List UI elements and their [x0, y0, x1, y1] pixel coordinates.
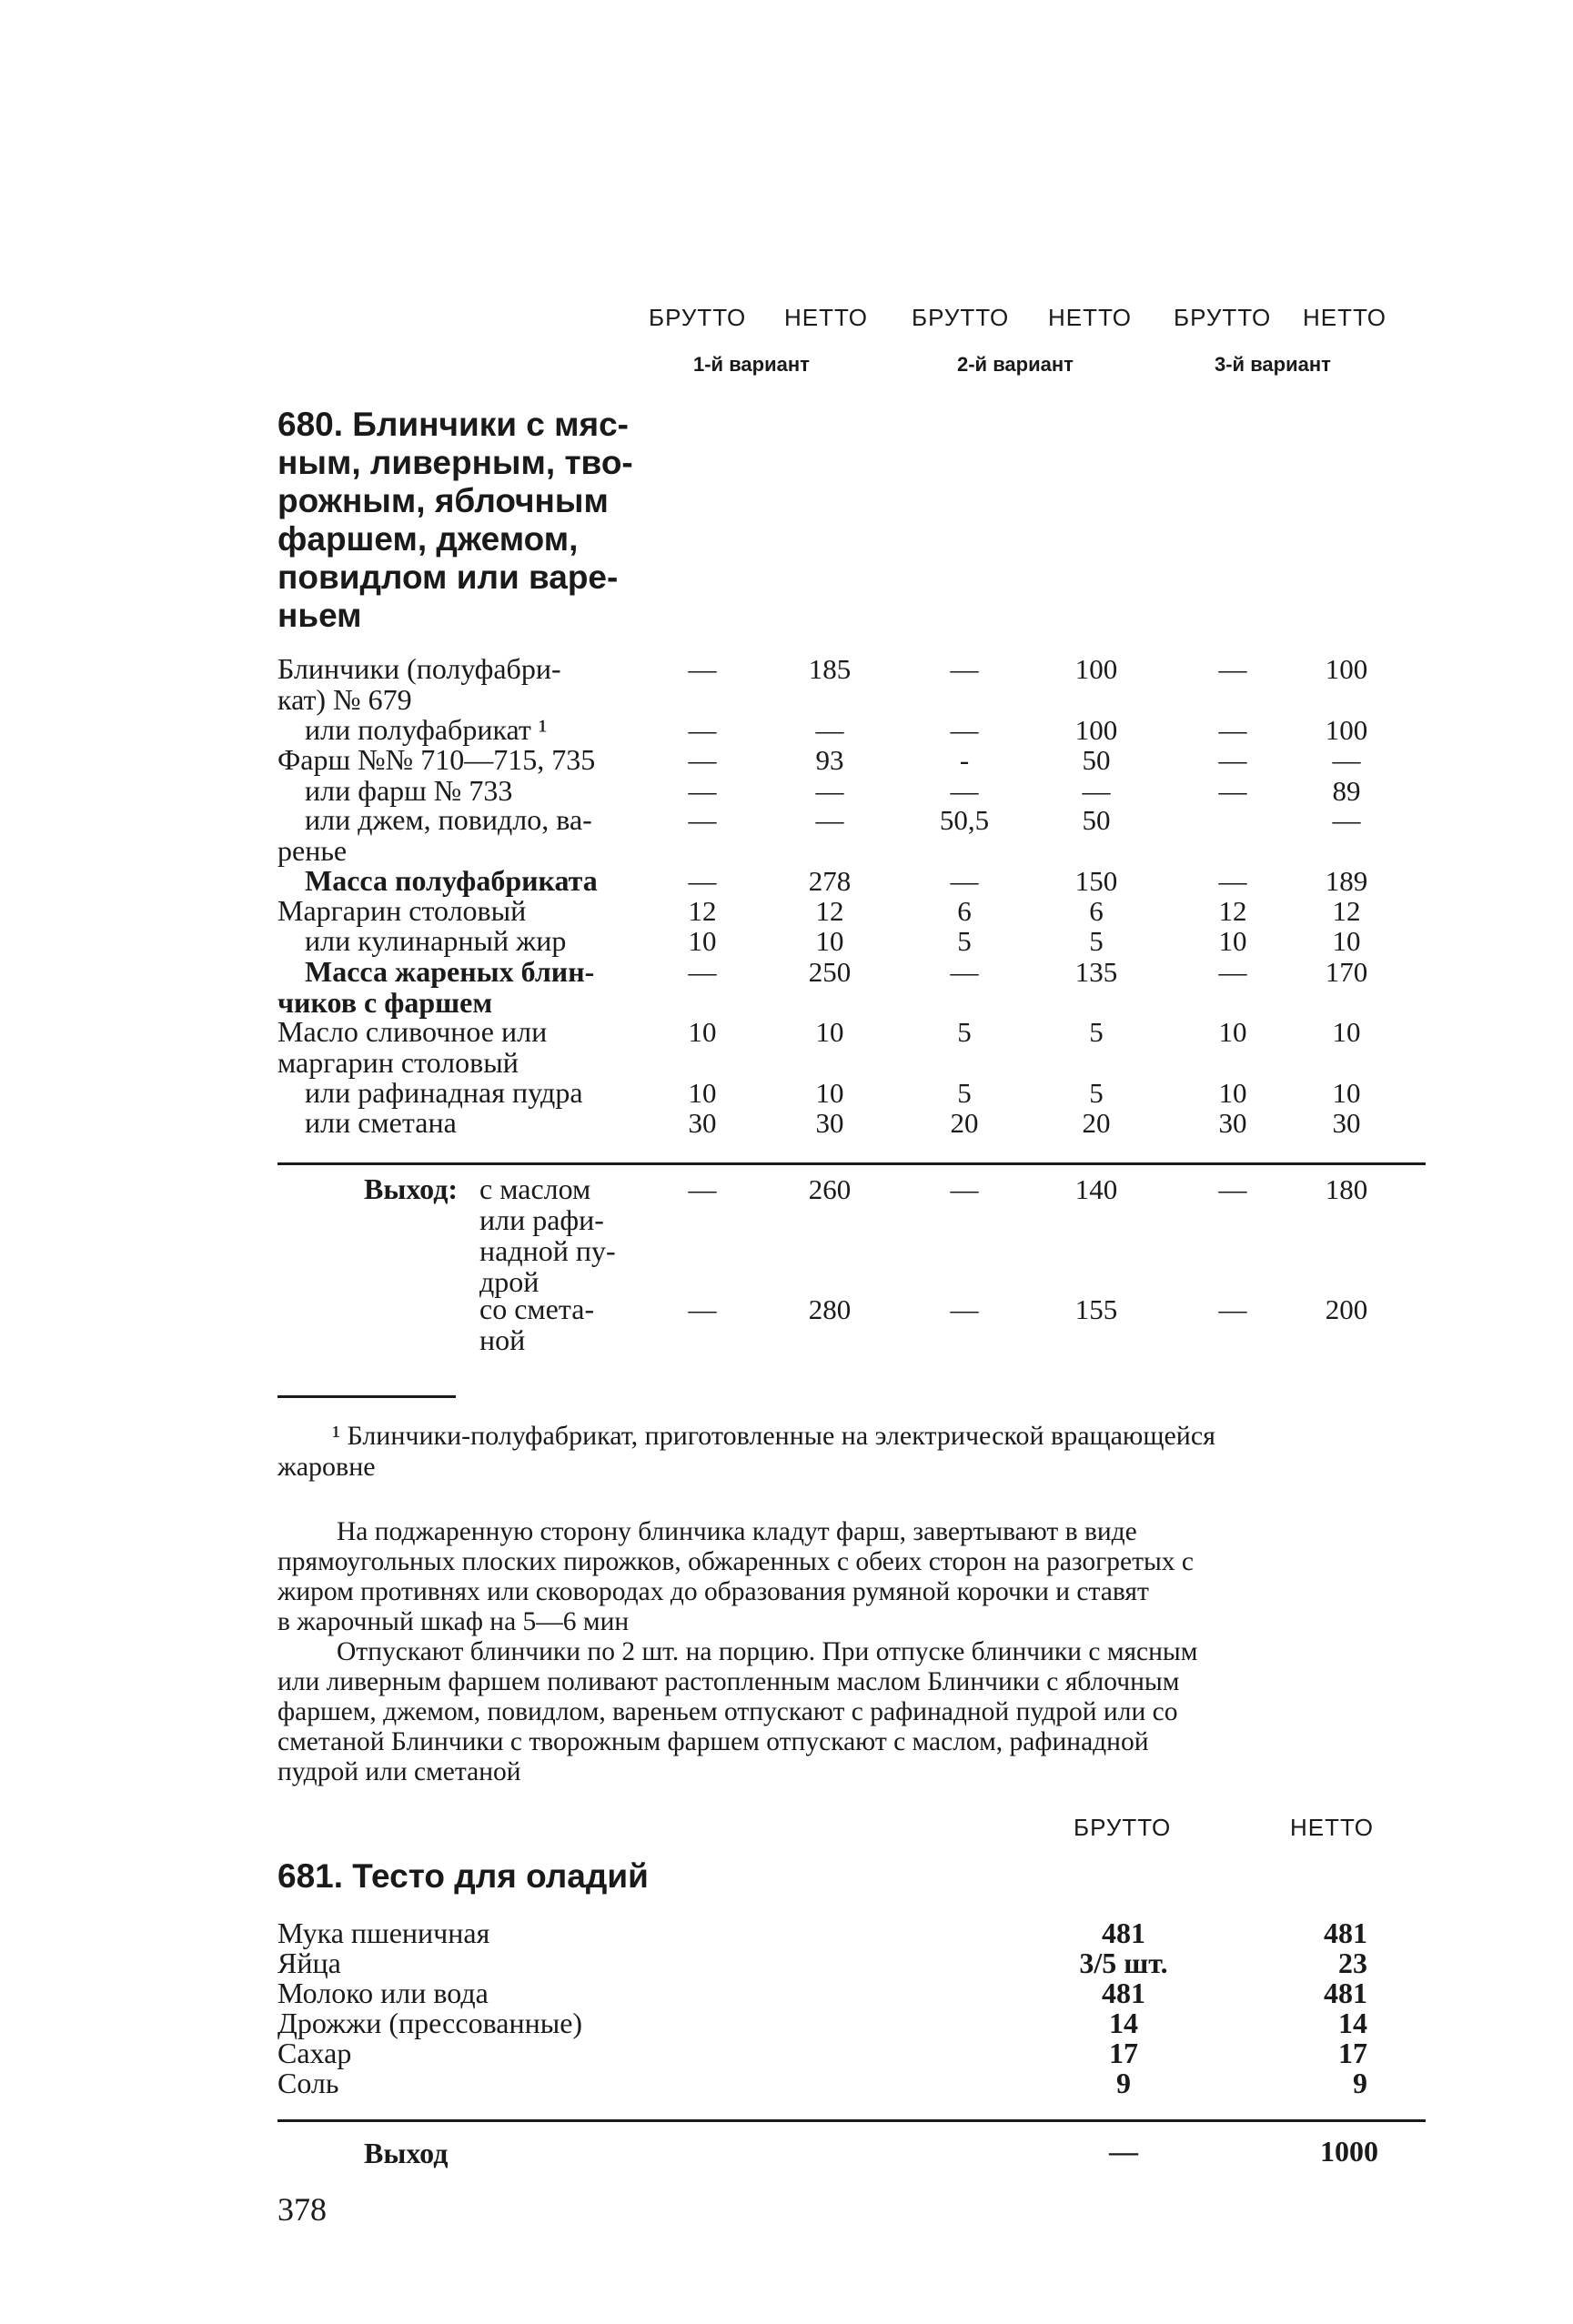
- table-cell: —: [688, 804, 717, 836]
- table-cell: 6: [1089, 895, 1104, 927]
- label-line: дрой: [479, 1265, 539, 1298]
- table-cell: 12: [688, 895, 717, 927]
- label-line: маргарин столовый: [277, 1046, 519, 1079]
- table-cell: 5: [957, 925, 972, 957]
- paragraph-line: пудрой или сметаной: [277, 1757, 521, 1786]
- table-cell: 10: [1332, 925, 1361, 957]
- table-cell: 250: [808, 956, 852, 988]
- ingredient-label: [305, 775, 632, 806]
- table-cell: —: [1218, 744, 1247, 776]
- output-netto-681: 1000: [1320, 2135, 1378, 2168]
- table-cell: 12: [1218, 895, 1247, 927]
- table-cell: 100: [1325, 714, 1368, 746]
- ingredient-label: [277, 895, 632, 926]
- output-label-681: Выход: [364, 2137, 449, 2169]
- output-cell: 200: [1325, 1293, 1368, 1325]
- label-line: или кулинарный жир: [305, 924, 567, 957]
- output-variant-label: [479, 1173, 634, 1297]
- label-line: чиков с фаршем: [277, 986, 493, 1019]
- table-cell: —: [950, 653, 979, 685]
- table-cell: —: [1218, 865, 1247, 897]
- table-cell: 20: [950, 1107, 979, 1139]
- table-cell: 10: [815, 1016, 844, 1048]
- title-line: повидлом или варе-: [277, 558, 619, 596]
- table-cell: 5: [1089, 925, 1104, 957]
- netto-cell: 481: [1324, 1977, 1367, 2009]
- paragraph-line: жиром противнях или сковородах до образования румяной корочки и ставят: [277, 1577, 1149, 1606]
- ingredient-label: [277, 1016, 632, 1078]
- table-cell: 10: [688, 1077, 717, 1109]
- brutto-cell: 9: [1116, 2067, 1131, 2099]
- table-cell: 30: [815, 1107, 844, 1139]
- variant-label: 3-й вариант: [1215, 353, 1331, 376]
- column-header: НЕТТО: [1303, 304, 1386, 331]
- table-cell: —: [688, 775, 717, 807]
- table-cell: 10: [688, 1016, 717, 1048]
- table-rule-681: [277, 2119, 1426, 2122]
- table-cell: —: [815, 775, 844, 807]
- ingredient-label: Яйца: [277, 1947, 341, 1979]
- table-cell: 5: [1089, 1077, 1104, 1109]
- table-cell: —: [815, 804, 844, 836]
- label-line: Блинчики (полуфабри-: [277, 652, 561, 685]
- output-cell: —: [1218, 1173, 1247, 1205]
- ingredient-label: [277, 803, 632, 867]
- label-line: или полуфабрикат ¹: [305, 713, 548, 746]
- output-cell: 260: [808, 1173, 852, 1205]
- output-cell: 180: [1325, 1173, 1368, 1205]
- table-cell: 10: [1332, 1016, 1361, 1048]
- table-cell: 185: [808, 653, 852, 685]
- label-line: или рафинадная пудра: [305, 1076, 583, 1109]
- label-line: со смета-: [479, 1293, 595, 1325]
- title-line: фаршем, джемом,: [277, 520, 579, 558]
- label-line: или рафи-: [479, 1203, 604, 1236]
- brutto-cell: 14: [1109, 2007, 1138, 2039]
- column-header: НЕТТО: [1048, 304, 1132, 331]
- table-cell: —: [950, 956, 979, 988]
- table-rule: [277, 1162, 1426, 1165]
- table-cell: 10: [1218, 1016, 1247, 1048]
- output-brutto-681: —: [1109, 2135, 1138, 2168]
- output-variant-label: [479, 1293, 634, 1355]
- label-line: кат) № 679: [277, 683, 412, 716]
- footnote-rule: [277, 1395, 456, 1398]
- ingredient-label: [305, 714, 632, 745]
- paragraph-line: На поджаренную сторону блинчика кладут фарш, завертывают в виде: [337, 1517, 1137, 1546]
- footnote: [277, 1421, 1426, 1483]
- table-cell: —: [815, 714, 844, 746]
- table-cell: 50: [1082, 804, 1111, 836]
- title-line: ньем: [277, 597, 362, 634]
- label-line: Масло сливочное или: [277, 1015, 548, 1048]
- output-cell: —: [688, 1173, 717, 1205]
- label-line: Масса жареных блин-: [305, 955, 595, 988]
- table-cell: 100: [1325, 653, 1368, 685]
- table-cell: —: [688, 744, 717, 776]
- paragraph-line: в жарочный шкаф на 5—6 мин: [277, 1607, 630, 1636]
- paragraph-line: или ливерным фаршем поливают растопленным маслом Блинчики с яблочным: [277, 1667, 1180, 1696]
- column-header: БРУТТО: [912, 304, 1010, 331]
- ingredient-label: [277, 744, 632, 775]
- table-cell: 10: [1332, 1077, 1361, 1109]
- table-cell: 50: [1082, 744, 1111, 776]
- table-cell: 10: [815, 1077, 844, 1109]
- title-line: ным, ливерным, тво-: [277, 444, 633, 481]
- output-cell: 155: [1074, 1293, 1118, 1325]
- output-cell: —: [1218, 1293, 1247, 1325]
- table-cell: —: [1218, 653, 1247, 685]
- variant-label: 2-й вариант: [957, 353, 1074, 376]
- table-cell: —: [688, 865, 717, 897]
- table-cell: 278: [808, 865, 852, 897]
- label-line: с маслом: [479, 1172, 591, 1205]
- table-cell: 10: [815, 925, 844, 957]
- netto-cell: 481: [1324, 1917, 1367, 1949]
- table-cell: 93: [815, 744, 844, 776]
- method-paragraph-2: [277, 1637, 1426, 1787]
- table-cell: 150: [1074, 865, 1118, 897]
- table-cell: 30: [1218, 1107, 1247, 1139]
- table-cell: 12: [1332, 895, 1361, 927]
- table-cell: 10: [1218, 925, 1247, 957]
- table-cell: 5: [957, 1077, 972, 1109]
- column-header: БРУТТО: [649, 304, 747, 331]
- table-cell: 30: [688, 1107, 717, 1139]
- table-cell: 5: [957, 1016, 972, 1048]
- table-cell: 12: [815, 895, 844, 927]
- column-header: БРУТТО: [1174, 304, 1272, 331]
- table-cell: —: [688, 714, 717, 746]
- method-paragraph-1: [277, 1517, 1426, 1637]
- label-line: ной: [479, 1323, 526, 1356]
- label-line: Масса полуфабриката: [305, 864, 598, 897]
- ingredient-label: [305, 1107, 632, 1138]
- ingredient-label: Молоко или вода: [277, 1977, 489, 2009]
- label-line: надной пу-: [479, 1234, 616, 1267]
- table-cell: —: [950, 714, 979, 746]
- page-number: 378: [277, 2191, 327, 2228]
- netto-cell: 23: [1338, 1947, 1367, 1979]
- label-line: Маргарин столовый: [277, 894, 527, 927]
- ingredient-label: Мука пшеничная: [277, 1917, 490, 1949]
- title-line: 680. Блинчики с мяс-: [277, 406, 629, 443]
- paragraph-line: сметаной Блинчики с творожным фаршем отпускают с маслом, рафинадной: [277, 1727, 1149, 1756]
- label-line: или сметана: [305, 1106, 457, 1139]
- ingredient-label: Сахар: [277, 2037, 352, 2069]
- brutto-cell: 3/5 шт.: [1079, 1947, 1168, 1979]
- variant-label: 1-й вариант: [693, 353, 810, 376]
- paragraph-line: Отпускают блинчики по 2 шт. на порцию. При отпуске блинчики с мясным: [337, 1637, 1198, 1666]
- footnote-line: ¹ Блинчики-полуфабрикат, приготовленные на электрической вращающейся: [332, 1421, 1215, 1451]
- table-cell: 100: [1074, 653, 1118, 685]
- ingredient-label: [305, 1077, 632, 1108]
- output-cell: 140: [1074, 1173, 1118, 1205]
- table-cell: —: [688, 956, 717, 988]
- label-line: или джем, повидло, ва-: [305, 803, 592, 836]
- label-line: Фарш №№ 710—715, 735: [277, 743, 596, 776]
- table-cell: 100: [1074, 714, 1118, 746]
- brutto-cell: 481: [1102, 1917, 1145, 1949]
- netto-cell: 17: [1338, 2037, 1367, 2069]
- table-cell: 170: [1325, 956, 1368, 988]
- output-cell: —: [950, 1293, 979, 1325]
- output-cell: —: [950, 1173, 979, 1205]
- label-line: ренье: [277, 834, 348, 867]
- brutto-cell: 17: [1109, 2037, 1138, 2069]
- table-cell: 30: [1332, 1107, 1361, 1139]
- table-cell: 89: [1332, 775, 1361, 807]
- table-cell: 6: [957, 895, 972, 927]
- ingredient-label: Соль: [277, 2067, 339, 2099]
- recipe-680-title: [277, 406, 633, 635]
- netto-cell: 9: [1353, 2067, 1367, 2099]
- table-cell: —: [1218, 714, 1247, 746]
- column-header: НЕТТО: [784, 304, 868, 331]
- netto-cell: 14: [1338, 2007, 1367, 2039]
- table-cell: 10: [1218, 1077, 1247, 1109]
- brutto-cell: 481: [1102, 1977, 1145, 2009]
- table-cell: —: [1332, 804, 1361, 836]
- table-cell: -: [959, 744, 970, 776]
- recipe-681-title: 681. Тесто для оладий: [277, 1857, 649, 1895]
- table-cell: 135: [1074, 956, 1118, 988]
- table-cell: 5: [1089, 1016, 1104, 1048]
- column-header-netto-681: НЕТТО: [1290, 1814, 1374, 1841]
- output-label: Выход:: [364, 1172, 459, 1205]
- table-cell: 10: [688, 925, 717, 957]
- ingredient-label: [277, 955, 632, 1019]
- label-line: или фарш № 733: [305, 774, 513, 807]
- table-cell: —: [1218, 956, 1247, 988]
- table-cell: 189: [1325, 865, 1368, 897]
- table-cell: —: [950, 865, 979, 897]
- table-cell: 50,5: [939, 804, 990, 836]
- output-cell: 280: [808, 1293, 852, 1325]
- table-cell: —: [1082, 775, 1111, 807]
- ingredient-label: [305, 925, 632, 956]
- column-header-brutto-681: БРУТТО: [1074, 1814, 1172, 1841]
- table-cell: —: [1218, 775, 1247, 807]
- ingredient-label: [305, 865, 632, 896]
- table-cell: —: [688, 653, 717, 685]
- paragraph-line: прямоугольных плоских пирожков, обжаренных с обеих сторон на разогретых с: [277, 1547, 1195, 1576]
- footnote-line: жаровне: [277, 1452, 376, 1482]
- paragraph-line: фаршем, джемом, повидлом, вареньем отпускают с рафинадной пудрой или со: [277, 1697, 1178, 1726]
- output-cell: —: [688, 1293, 717, 1325]
- table-cell: —: [950, 775, 979, 807]
- ingredient-label: [277, 653, 632, 715]
- table-cell: —: [1332, 744, 1361, 776]
- table-cell: 20: [1082, 1107, 1111, 1139]
- ingredient-label: Дрожжи (прессованные): [277, 2007, 583, 2039]
- title-line: рожным, яблочным: [277, 482, 609, 519]
